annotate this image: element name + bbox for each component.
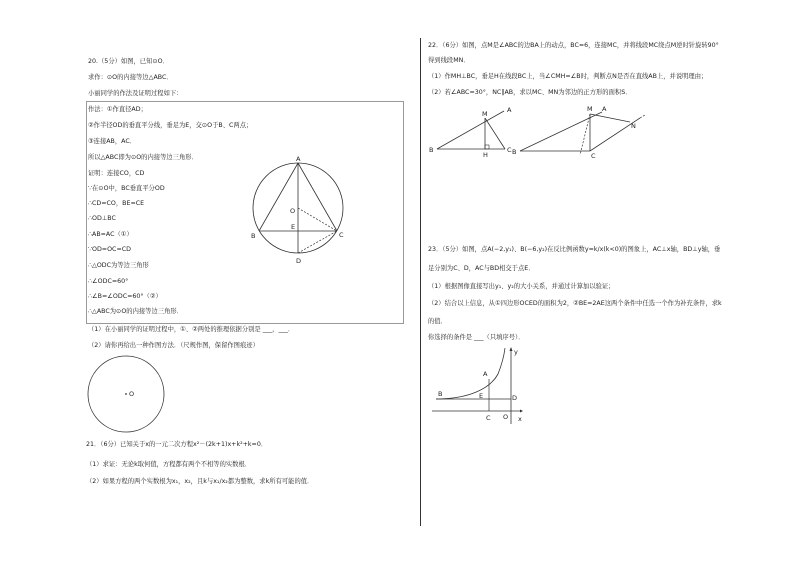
label-E: E — [291, 223, 296, 231]
fig2-label-C: C — [591, 152, 596, 160]
q22-sub1: （1）作MH⊥BC，垂足H在线段BC上，当∠CMH=∠B时，判断点N是否在直线AB上，并说明理由； — [428, 73, 708, 80]
point-label-O: O — [503, 413, 509, 421]
q23-hyperbola-figure — [428, 344, 528, 426]
step-line: ∴CD=CO，BE=CE — [88, 200, 145, 207]
point-label-D: D — [512, 394, 518, 402]
axis-label-x: x — [518, 415, 522, 423]
step-line: ∴△ODC为等边三角形 — [88, 262, 149, 269]
construction-circle — [86, 354, 166, 434]
column-divider — [420, 38, 421, 526]
fig1-label-H: H — [483, 151, 488, 159]
step-line: 所以△ABC即为⊙O的内接等边三角形． — [88, 154, 198, 161]
q21-header: 21．（6分）已知关于x的一元二次方程x²－(2k+1)x+k²+k=0． — [86, 441, 268, 448]
q21-sub2: （2）如果方程的两个实数根为x₁，x₂，且k与x₁/x₂都为整数，求k所有可能的值． — [86, 478, 314, 485]
q20-prompt: 求作：⊙O的内接等边△ABC． — [88, 74, 173, 81]
q23-header: 23．（5分）如图，点A(−2,y₁)、B(−6,y₂)在反比例函数y=k/x(k<0)的图象上，AC⊥x轴，BD⊥y轴，垂 — [428, 246, 721, 253]
q23-header-cont: 足分别为C、D，AC与BD相交于点E． — [428, 265, 535, 272]
step-line: ②作半径OD的垂直平分线，垂足为E，交⊙O于B、C两点； — [88, 122, 253, 129]
point-label-B: B — [438, 390, 443, 398]
point-label-E: E — [479, 392, 484, 400]
q23-sub2-cont: 的值． — [428, 318, 447, 325]
q22-sub2: （2）若∠ABC=30°，NC∥AB，求以MC、MN为邻边的正方形的面积S． — [428, 89, 632, 96]
fig1-label-C: C — [507, 146, 512, 154]
label-O: O — [290, 207, 296, 215]
step-line: ∴△ABC为⊙O的内接等边三角形． — [88, 308, 183, 315]
step-line: ∵在⊙O中，BC垂直平分OD — [88, 185, 165, 192]
q20-sub2: （2）请你再给出一种作图方法．（尺规作图，保留作图痕迹） — [88, 342, 259, 349]
step-line: 证明：连接CO，CD — [88, 170, 145, 177]
step-line: ∴AB=AC（①） — [88, 231, 133, 238]
step-line: ③连接AB，AC． — [88, 138, 137, 145]
step-line: ∴OD⊥BC — [88, 215, 116, 222]
q20-header: 20.（5分）如图，已知⊙O． — [88, 58, 169, 65]
label-A: A — [296, 155, 301, 163]
label-B: B — [251, 232, 256, 240]
q21-sub1: （1）求证：无论k取何值，方程都有两个不相等的实数根． — [86, 461, 252, 468]
fig1-label-A: A — [507, 106, 512, 114]
label-D: D — [296, 257, 302, 265]
point-label-A: A — [483, 370, 488, 378]
q22-figure-1 — [428, 103, 518, 158]
fig2-label-N: N — [631, 122, 636, 130]
inscribed-triangle-figure — [244, 155, 354, 268]
point-label-C: C — [486, 414, 491, 422]
step-line: 作法：①作直径AD； — [88, 106, 147, 113]
step-line: ∵OD=OC=CD — [88, 246, 131, 253]
step-line: ∴∠ODC=60° — [88, 278, 129, 285]
axis-label-y: y — [514, 348, 518, 356]
q22-figure-2 — [510, 100, 660, 160]
q23-sub2: （2）结合以上信息，从①四边形OCED的面积为2，②BE=2AE这两个条件中任选一个作为补充条件，求k — [428, 300, 722, 307]
circle-center-label: O — [129, 390, 135, 398]
q20-intro: 小丽同学的作法及证明过程如下： — [88, 90, 183, 97]
label-C: C — [339, 231, 344, 239]
step-line: ∴∠B=∠ODC=60°（②） — [88, 293, 162, 300]
q23-sub1: （1）根据图像直接写出y₁、y₂的大小关系，并通过计算加以验证； — [428, 283, 615, 290]
q22-header: 22．（6分）如图，点M是∠ABC的边BA上的动点，BC=6，连接MC，并将线段MC绕点M逆时针旋转90° — [428, 42, 719, 49]
fig2-label-A: A — [602, 105, 607, 113]
fig1-label-M: M — [482, 110, 488, 118]
q23-choice: 你选择的条件是 ___（只填序号）． — [428, 334, 525, 341]
fig2-label-M: M — [587, 105, 593, 113]
fig2-label-B: B — [512, 148, 517, 156]
q22-header-cont: 得到线段MN． — [428, 57, 470, 64]
q20-sub1: （1）在小丽同学的证明过程中，①、②两处的推理依据分别是 ___，___． — [88, 326, 295, 333]
fig1-label-B: B — [429, 146, 434, 154]
